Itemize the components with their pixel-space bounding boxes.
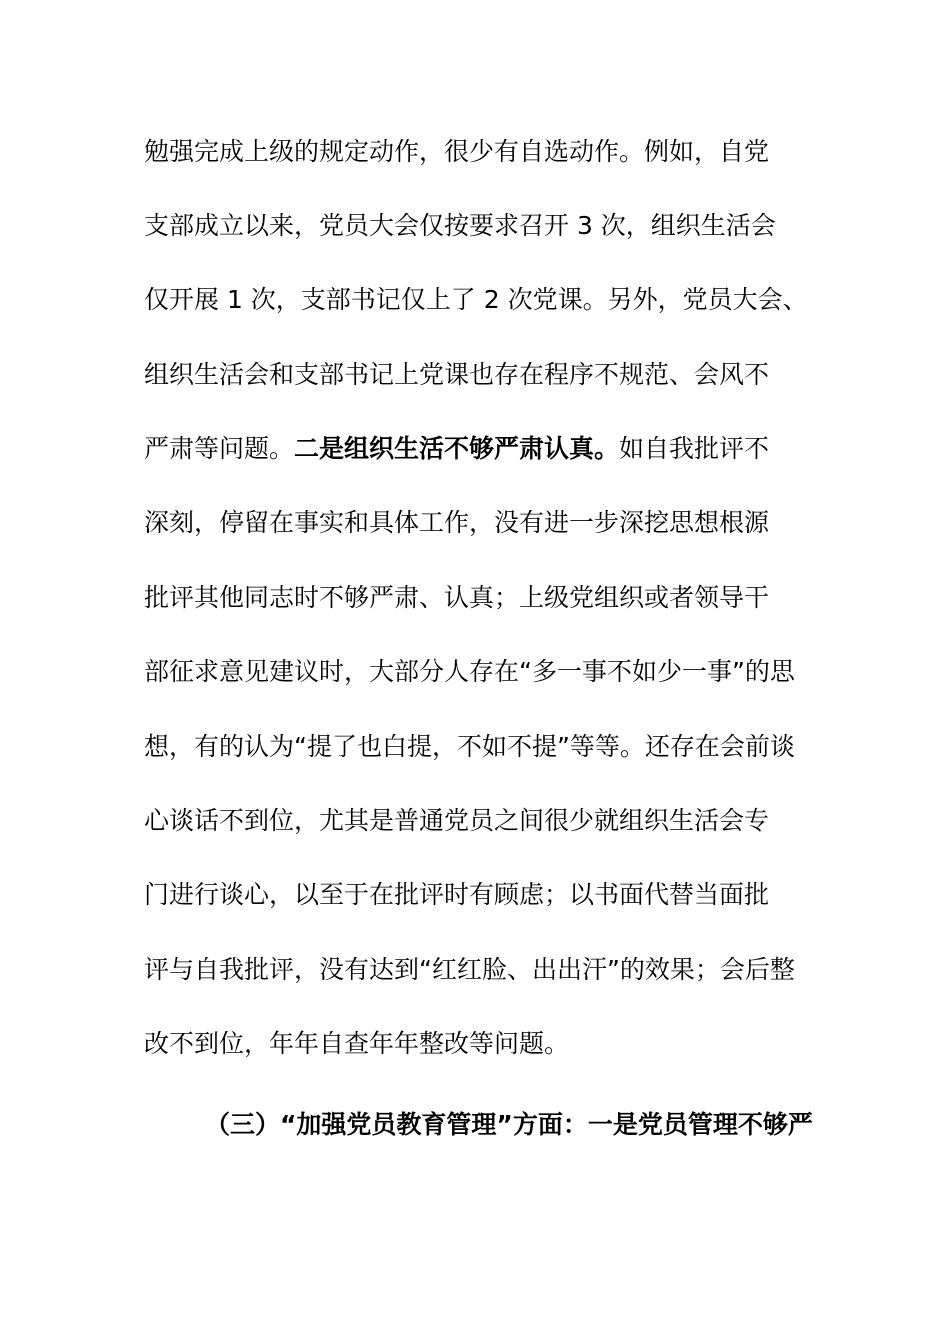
body-text-line-11: 门进行谈心，以至于在批评时有顾虑；以书面代替当面批: [144, 880, 770, 909]
body-text-line-10: 心谈话不到位，尤其是普通党员之间很少就组织生活会专: [144, 806, 770, 835]
section-heading: （三）“加强党员教育管理”方面：一是党员管理不够严: [205, 1110, 813, 1139]
line-5-suffix: 如自我批评不: [619, 434, 770, 463]
body-text-line-7: 批评其他同志时不够严肃、认真；上级党组织或者领导干: [144, 583, 770, 612]
body-text-line-5: [144, 429, 844, 469]
line-5-prefix: 严肃等问题。: [144, 434, 295, 463]
body-text-line-3: 仅开展 1 次，支部书记仅上了 2 次党课。另外，党员大会、: [144, 285, 808, 314]
body-text-line-6: 深刻，停留在事实和具体工作，没有进一步深挖思想根源: [144, 508, 770, 537]
bold-point-two: 二是组织生活不够严肃认真。: [294, 434, 620, 463]
body-text-line-2: 支部成立以来，党员大会仅按要求召开 3 次，组织生活会: [144, 211, 776, 240]
body-text-line-8: 部征求意见建议时，大部分人存在“多一事不如少一事”的思: [144, 657, 795, 686]
body-text-line-9: 想，有的认为“提了也白提，不如不提”等等。还存在会前谈: [144, 732, 795, 761]
body-text-line-12: 评与自我批评，没有达到“红红脸、出出汗”的效果；会后整: [144, 955, 795, 984]
body-text-line-4: 组织生活会和支部书记上党课也存在程序不规范、会风不: [144, 360, 770, 389]
body-text-line-13: 改不到位，年年自查年年整改等问题。: [144, 1029, 570, 1058]
body-text-line-1: 勉强完成上级的规定动作，很少有自选动作。例如，自党: [144, 137, 770, 166]
